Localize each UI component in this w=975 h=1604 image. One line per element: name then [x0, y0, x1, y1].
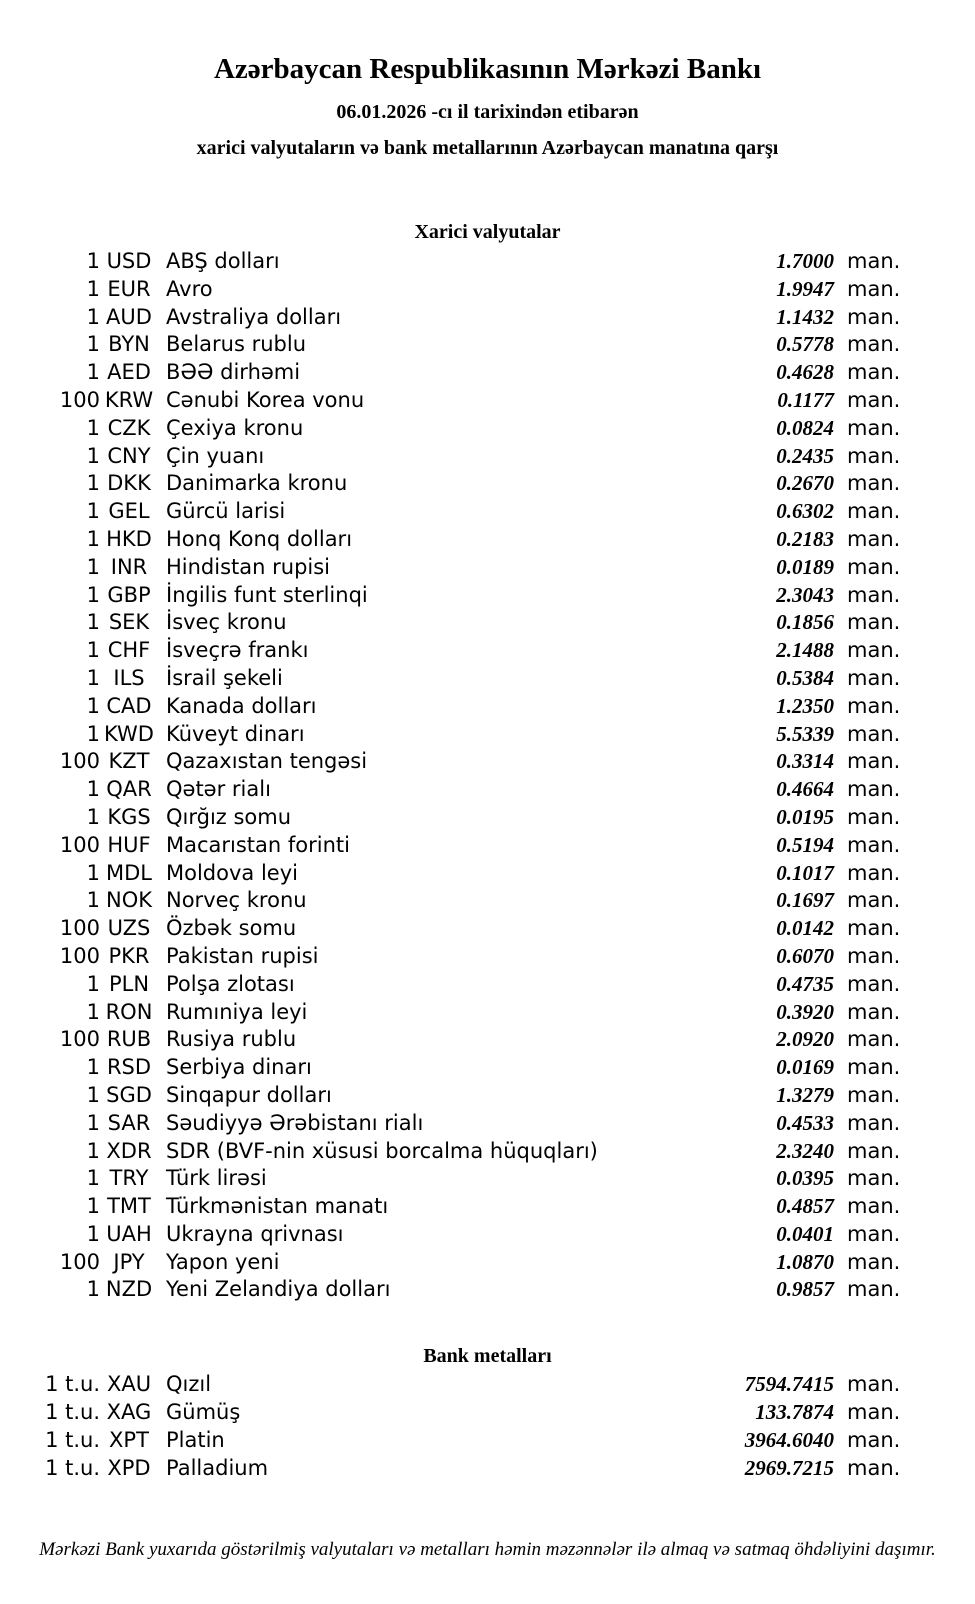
rate-value: 0.0824: [776, 415, 834, 440]
currency-code: GBP: [107, 582, 151, 607]
rate-quantity: 1: [86, 304, 100, 329]
rate-quantity: 1 t.u.: [45, 1455, 100, 1480]
currency-code: XPD: [107, 1455, 151, 1480]
rate-value: 0.5384: [776, 665, 834, 690]
currency-code: CZK: [107, 415, 151, 440]
currency-code: XDR: [106, 1138, 152, 1163]
rate-quantity: 1: [86, 554, 100, 579]
unit-label: man.: [847, 582, 901, 607]
rate-value: 0.4533: [776, 1110, 834, 1135]
rate-value: 1.9947: [776, 276, 834, 301]
rate-value: 1.3279: [776, 1082, 834, 1107]
unit-label: man.: [847, 1277, 901, 1302]
currency-name: Qətər rialı: [166, 777, 271, 802]
currency-code: CAD: [106, 693, 152, 718]
currency-name: Rusiya rublu: [166, 1027, 297, 1052]
currency-code: SEK: [108, 610, 150, 635]
effective-date: 06.01.2026 -cı il tarixindən etibarən: [336, 101, 639, 123]
rate-quantity: 1: [86, 443, 100, 468]
currency-code: NOK: [105, 888, 152, 913]
currency-code: UAH: [106, 1221, 152, 1246]
rate-value: 2969.7215: [744, 1455, 834, 1480]
currency-name: Yapon yeni: [166, 1249, 280, 1274]
rate-quantity: 1: [86, 582, 100, 607]
unit-label: man.: [847, 971, 901, 996]
rate-row: [0, 1455, 975, 1483]
rate-value: 0.0395: [776, 1166, 834, 1191]
rate-value: 0.0142: [776, 916, 834, 941]
page-header: [0, 0, 975, 161]
rate-row: [0, 582, 975, 610]
unit-label: man.: [847, 832, 901, 857]
rate-row: [0, 1371, 975, 1399]
currency-name: İsveç kronu: [166, 610, 287, 635]
unit-label: man.: [847, 1110, 901, 1135]
rate-value: 133.7874: [755, 1400, 834, 1425]
rate-quantity: 1: [86, 499, 100, 524]
currency-code: TRY: [109, 1166, 149, 1191]
rate-quantity: 1: [86, 971, 100, 996]
currency-code: HUF: [107, 832, 151, 857]
rate-row: [0, 999, 975, 1027]
rate-value: 2.3240: [776, 1138, 834, 1163]
page-subtitle: xarici valyutaların və bank metallarının Azərbaycan manatına qarşı: [196, 137, 779, 159]
currency-name: Qırğız somu: [166, 804, 292, 829]
rate-value: 0.4857: [776, 1194, 834, 1219]
unit-label: man.: [847, 777, 901, 802]
rate-row: [0, 887, 975, 915]
currency-name: Yeni Zelandiya dolları: [166, 1277, 391, 1302]
rate-value: 0.5194: [776, 832, 834, 857]
unit-label: man.: [847, 332, 901, 357]
rate-quantity: 1: [86, 1166, 100, 1191]
metals-section-title: Bank metalları: [423, 1345, 552, 1368]
rate-row: [0, 331, 975, 359]
rate-row: [0, 554, 975, 582]
rate-quantity: 1: [86, 276, 100, 301]
unit-label: man.: [847, 721, 901, 746]
rate-quantity: 1: [86, 415, 100, 440]
rate-row: [0, 804, 975, 832]
currencies-section-title: Xarici valyutalar: [414, 221, 561, 243]
currency-code: CNY: [107, 443, 151, 468]
currency-code: XAG: [106, 1400, 152, 1425]
currency-code: BYN: [108, 332, 150, 357]
rate-quantity: 1: [86, 332, 100, 357]
rate-row: [0, 776, 975, 804]
currency-code: RSD: [106, 1055, 152, 1080]
currency-name: İsveçrə frankı: [166, 638, 309, 663]
rate-quantity: 1: [86, 777, 100, 802]
rate-value: 0.0169: [776, 1055, 834, 1080]
rate-row: [0, 1249, 975, 1277]
currency-name: Səudiyyə Ərəbistanı rialı: [166, 1110, 424, 1135]
rate-quantity: 1: [86, 526, 100, 551]
unit-label: man.: [847, 1221, 901, 1246]
rate-row: [0, 943, 975, 971]
unit-label: man.: [847, 1372, 901, 1397]
rate-value: 1.2350: [776, 693, 834, 718]
rate-value: 0.3920: [776, 999, 834, 1024]
rate-quantity: 1: [86, 999, 100, 1024]
currency-name: Palladium: [166, 1455, 269, 1480]
currency-name: Qazaxıstan tengəsi: [166, 749, 368, 774]
currency-code: PKR: [108, 943, 150, 968]
currency-name: Macarıstan forinti: [166, 832, 350, 857]
currency-name: Avro: [166, 276, 213, 301]
currency-code: TMT: [107, 1194, 151, 1219]
rate-row: [0, 1193, 975, 1221]
rate-value: 0.2435: [776, 443, 834, 468]
currency-name: Sinqapur dolları: [166, 1082, 332, 1107]
rate-row: [0, 721, 975, 749]
currency-code: AUD: [106, 304, 152, 329]
rate-quantity: 1: [86, 471, 100, 496]
rate-quantity: 100: [59, 387, 100, 412]
rate-value: 0.3314: [776, 749, 834, 774]
currency-name: Çexiya kronu: [166, 415, 304, 440]
rate-quantity: 1: [86, 1277, 100, 1302]
unit-label: man.: [847, 1138, 901, 1163]
currency-name: Cənubi Korea vonu: [166, 387, 365, 412]
currency-name: Platin: [166, 1427, 225, 1452]
rate-row: [0, 665, 975, 693]
rate-row: [0, 1054, 975, 1082]
rate-quantity: 100: [59, 943, 100, 968]
rate-quantity: 1: [86, 1082, 100, 1107]
rate-quantity: 1: [86, 610, 100, 635]
unit-label: man.: [847, 943, 901, 968]
currency-code: XPT: [109, 1427, 149, 1452]
unit-label: man.: [847, 1427, 901, 1452]
rate-row: [0, 1427, 975, 1455]
rate-row: [0, 1165, 975, 1193]
currency-name: Özbək somu: [166, 916, 297, 941]
rate-value: 0.1177: [777, 387, 834, 412]
unit-label: man.: [847, 749, 901, 774]
unit-label: man.: [847, 443, 901, 468]
rate-row: [0, 304, 975, 332]
currency-code: JPY: [113, 1249, 145, 1274]
rate-value: 0.0401: [776, 1221, 834, 1246]
currency-code: RUB: [106, 1027, 152, 1052]
unit-label: man.: [847, 1166, 901, 1191]
rate-value: 0.1697: [776, 888, 834, 913]
currency-name: Çin yuanı: [166, 443, 265, 468]
currency-code: MDL: [106, 860, 152, 885]
currency-code: NZD: [105, 1277, 153, 1302]
currency-name: Pakistan rupisi: [166, 943, 319, 968]
unit-label: man.: [847, 665, 901, 690]
currency-name: ABŞ dolları: [166, 249, 280, 273]
rate-value: 5.5339: [776, 721, 834, 746]
currency-code: GEL: [108, 499, 150, 524]
rate-row: [0, 415, 975, 443]
currency-name: Rumıniya leyi: [166, 999, 308, 1024]
page-title: Azərbaycan Respublikasının Mərkəzi Bankı: [213, 53, 762, 85]
currency-code: SAR: [107, 1110, 151, 1135]
currency-code: QAR: [106, 777, 152, 802]
rate-quantity: 1: [86, 693, 100, 718]
unit-label: man.: [847, 1455, 901, 1480]
rate-row: [0, 1221, 975, 1249]
rate-row: [0, 971, 975, 999]
rate-value: 2.3043: [776, 582, 834, 607]
rate-quantity: 100: [59, 749, 100, 774]
unit-label: man.: [847, 471, 901, 496]
rate-quantity: 1: [86, 888, 100, 913]
currency-name: Belarus rublu: [166, 332, 307, 357]
currency-name: Danimarka kronu: [166, 471, 348, 496]
rate-quantity: 1: [86, 360, 100, 385]
currency-code: SGD: [106, 1082, 152, 1107]
rate-row: [0, 748, 975, 776]
rate-quantity: 1: [86, 1194, 100, 1219]
unit-label: man.: [847, 304, 901, 329]
currency-name: Hindistan rupisi: [166, 554, 331, 579]
unit-label: man.: [847, 1082, 901, 1107]
rate-row: [0, 832, 975, 860]
rate-quantity: 100: [59, 916, 100, 941]
unit-label: man.: [847, 276, 901, 301]
rate-row: [0, 1399, 975, 1427]
rate-row: [0, 609, 975, 637]
rate-quantity: 100: [59, 832, 100, 857]
rate-row: [0, 915, 975, 943]
rate-row: [0, 359, 975, 387]
currency-code: KRW: [104, 387, 154, 412]
rate-value: 0.0195: [776, 804, 834, 829]
rate-quantity: 100: [59, 1249, 100, 1274]
unit-label: man.: [847, 1400, 901, 1425]
rate-value: 0.0189: [776, 554, 834, 579]
currencies-table: [0, 248, 975, 1304]
unit-label: man.: [847, 610, 901, 635]
unit-label: man.: [847, 916, 901, 941]
currency-name: Moldova leyi: [166, 860, 298, 885]
unit-label: man.: [847, 387, 901, 412]
unit-label: man.: [847, 554, 901, 579]
currency-code: ILS: [113, 665, 145, 690]
rate-row: [0, 1138, 975, 1166]
currency-name: Polşa zlotası: [166, 971, 295, 996]
rate-value: 0.4735: [776, 971, 834, 996]
rate-quantity: 1 t.u.: [45, 1400, 100, 1425]
currency-code: INR: [110, 554, 148, 579]
rate-row: [0, 1276, 975, 1304]
rate-row: [0, 248, 975, 276]
rate-row: [0, 693, 975, 721]
rate-row: [0, 1026, 975, 1054]
currency-code: XAU: [106, 1372, 152, 1397]
rate-row: [0, 387, 975, 415]
currency-name: Küveyt dinarı: [166, 721, 305, 746]
rate-row: [0, 860, 975, 888]
currency-name: Serbiya dinarı: [166, 1055, 312, 1080]
currency-name: Honq Konq dolları: [166, 526, 353, 551]
rate-quantity: 1: [86, 249, 100, 273]
rate-value: 1.1432: [776, 304, 834, 329]
currency-code: KGS: [107, 804, 151, 829]
currency-code: RON: [105, 999, 153, 1024]
currency-code: HKD: [106, 526, 152, 551]
rate-quantity: 1: [86, 860, 100, 885]
rate-row: [0, 1110, 975, 1138]
metals-table: [0, 1371, 975, 1482]
rate-value: 0.1017: [776, 860, 834, 885]
unit-label: man.: [847, 415, 901, 440]
currency-code: DKK: [107, 471, 151, 496]
rate-quantity: 1: [86, 638, 100, 663]
currency-name: Türk lirəsi: [166, 1166, 267, 1191]
unit-label: man.: [847, 1027, 901, 1052]
rate-row: [0, 526, 975, 554]
rate-value: 0.6070: [776, 943, 834, 968]
rate-value: 0.2183: [776, 526, 834, 551]
rate-quantity: 100: [59, 1027, 100, 1052]
rate-quantity: 1: [86, 721, 100, 746]
currency-name: BƏƏ dirhəmi: [166, 360, 301, 385]
unit-label: man.: [847, 693, 901, 718]
rate-value: 2.1488: [776, 638, 834, 663]
rate-row: [0, 637, 975, 665]
rate-value: 0.2670: [776, 471, 834, 496]
rate-value: 1.0870: [776, 1249, 834, 1274]
currency-name: Türkmənistan manatı: [166, 1194, 389, 1219]
rate-value: 0.5778: [776, 332, 834, 357]
currency-code: USD: [106, 249, 152, 273]
currency-name: Ukrayna qrivnası: [166, 1221, 344, 1246]
rate-quantity: 1 t.u.: [45, 1372, 100, 1397]
rate-row: [0, 470, 975, 498]
unit-label: man.: [847, 1055, 901, 1080]
unit-label: man.: [847, 360, 901, 385]
currency-name: Gürcü larisi: [166, 499, 286, 524]
rate-quantity: 1 t.u.: [45, 1427, 100, 1452]
unit-label: man.: [847, 804, 901, 829]
rate-quantity: 1: [86, 1221, 100, 1246]
currency-name: İsrail şekeli: [166, 665, 283, 690]
currency-code: PLN: [108, 971, 150, 996]
rate-row: [0, 276, 975, 304]
rate-row: [0, 1082, 975, 1110]
rate-value: 0.1856: [776, 610, 834, 635]
unit-label: man.: [847, 1194, 901, 1219]
unit-label: man.: [847, 999, 901, 1024]
rate-value: 0.6302: [776, 499, 834, 524]
currency-code: CHF: [107, 638, 151, 663]
unit-label: man.: [847, 860, 901, 885]
rate-row: [0, 443, 975, 471]
rate-quantity: 1: [86, 804, 100, 829]
currency-code: AED: [107, 360, 151, 385]
currency-name: Kanada dolları: [166, 693, 317, 718]
rate-quantity: 1: [86, 1055, 100, 1080]
rate-row: [0, 498, 975, 526]
currency-name: Gümüş: [166, 1400, 241, 1425]
currency-name: Avstraliya dolları: [166, 304, 342, 329]
rate-value: 7594.7415: [744, 1372, 834, 1397]
currency-name: Norveç kronu: [166, 888, 307, 913]
rate-quantity: 1: [86, 1110, 100, 1135]
unit-label: man.: [847, 499, 901, 524]
disclaimer-text: Mərkəzi Bank yuxarıda göstərilmiş valyutaları və metalları həmin məzənnələr ilə almaq və satmaq öhdəliyini daşımır.: [39, 1539, 936, 1561]
rate-value: 0.4664: [776, 777, 834, 802]
unit-label: man.: [847, 1249, 901, 1274]
unit-label: man.: [847, 249, 901, 273]
rate-quantity: 1: [86, 665, 100, 690]
currency-code: EUR: [107, 276, 151, 301]
currency-code: KWD: [104, 721, 154, 746]
rate-value: 1.7000: [776, 249, 834, 273]
unit-label: man.: [847, 888, 901, 913]
currency-code: KZT: [108, 749, 150, 774]
unit-label: man.: [847, 638, 901, 663]
rate-value: 0.9857: [776, 1277, 834, 1302]
rate-quantity: 1: [86, 1138, 100, 1163]
currency-name: SDR (BVF-nin xüsusi borcalma hüquqları): [166, 1138, 598, 1163]
currency-name: Qızıl: [166, 1372, 212, 1397]
rate-value: 3964.6040: [744, 1427, 834, 1452]
rate-value: 2.0920: [776, 1027, 834, 1052]
currency-code: UZS: [107, 916, 151, 941]
rate-value: 0.4628: [776, 360, 834, 385]
unit-label: man.: [847, 526, 901, 551]
currency-name: İngilis funt sterlinqi: [166, 582, 368, 607]
